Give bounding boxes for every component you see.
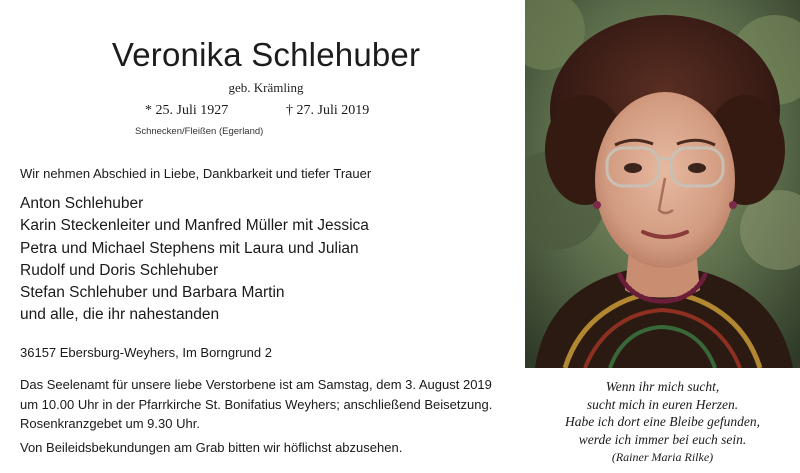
poem-author: (Rainer Maria Rilke) [611,450,714,464]
service-line: Rosenkranzgebet um 9.30 Uhr. [20,416,200,431]
mourner-item: Rudolf und Doris Schlehuber [20,261,219,279]
memorial-poem [545,378,780,448]
poem-line: werde ich immer bei euch sein. [578,431,747,447]
mourner-item: Karin Steckenleiter und Manfred Müller mit Jessica [20,217,369,235]
poem-line: Habe ich dort eine Bleibe gefunden, [565,414,760,429]
birth-date: * 25. Juli 1927 [145,103,229,118]
deceased-name: Veronika Schlehuber [111,36,421,73]
service-line: Das Seelenamt für unsere liebe Verstorbene ist am Samstag, dem 3. August 2019 [20,377,492,392]
service-info [20,375,492,434]
portrait-photo [525,0,800,368]
service-line: um 10.00 Uhr in der Pfarrkirche St. Bonifatius Weyhers; anschließend Beisetzung. [20,396,493,412]
mourner-item: Stefan Schlehuber und Barbara Martin [20,284,285,302]
condolence-note: Von Beileidsbekundungen am Grab bitten wir höflichst abzusehen. [20,440,403,455]
mourner-item: Petra und Michael Stephens mit Laura und Julian [20,239,359,257]
poem-line: sucht mich in euren Herzen. [586,396,739,412]
farewell-intro: Wir nehmen Abschied in Liebe, Dankbarkeit und tiefer Trauer [20,166,372,181]
death-date: † 27. Juli 2019 [286,103,370,118]
mourner-item: und alle, die ihr nahestanden [20,306,220,324]
family-address: 36157 Ebersburg-Weyhers, Im Borngrund 2 [20,345,272,360]
poem-line: Wenn ihr mich sucht, [605,379,720,394]
mourners-list [20,193,369,327]
maiden-name: geb. Krämling [228,80,304,95]
birthplace: Schnecken/Fleißen (Egerland) [135,126,264,137]
mourner-item: Anton Schlehuber [20,195,144,212]
portrait-illustration [525,0,800,368]
